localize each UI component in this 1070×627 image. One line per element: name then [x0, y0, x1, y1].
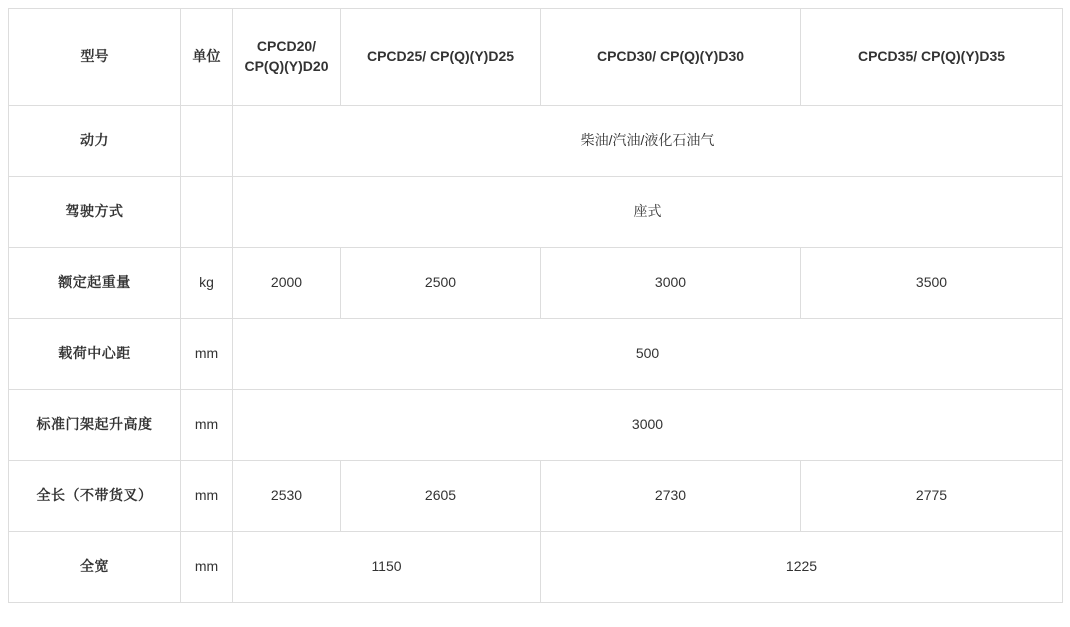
row-merged-value: 500	[233, 319, 1063, 390]
row-value-cpcd25: 2500	[341, 248, 541, 319]
table-header-row	[9, 9, 1063, 106]
table-row	[9, 390, 1063, 461]
table-row	[9, 461, 1063, 532]
row-value-cpcd20: 2000	[233, 248, 341, 319]
row-label: 驾驶方式	[9, 177, 181, 248]
table-row	[9, 248, 1063, 319]
table-row	[9, 106, 1063, 177]
header-cell-unit: 单位	[181, 9, 233, 106]
table-row	[9, 532, 1063, 603]
row-merged-value-left: 1150	[233, 532, 541, 603]
row-value-cpcd30: 3000	[541, 248, 801, 319]
row-merged-value: 座式	[233, 177, 1063, 248]
header-cell-cpcd30: CPCD30/ CP(Q)(Y)D30	[541, 9, 801, 106]
header-cell-cpcd25: CPCD25/ CP(Q)(Y)D25	[341, 9, 541, 106]
row-value-cpcd25: 2605	[341, 461, 541, 532]
row-unit: mm	[181, 319, 233, 390]
row-label: 载荷中心距	[9, 319, 181, 390]
row-label: 额定起重量	[9, 248, 181, 319]
header-cell-model: 型号	[9, 9, 181, 106]
row-value-cpcd35: 2775	[801, 461, 1063, 532]
row-label: 全宽	[9, 532, 181, 603]
row-merged-value: 3000	[233, 390, 1063, 461]
row-unit: mm	[181, 532, 233, 603]
row-unit	[181, 106, 233, 177]
row-value-cpcd20: 2530	[233, 461, 341, 532]
header-cell-cpcd35: CPCD35/ CP(Q)(Y)D35	[801, 9, 1063, 106]
row-unit: kg	[181, 248, 233, 319]
table-row	[9, 319, 1063, 390]
row-label: 标准门架起升高度	[9, 390, 181, 461]
row-merged-value: 柴油/汽油/液化石油气	[233, 106, 1063, 177]
row-unit: mm	[181, 390, 233, 461]
row-merged-value-right: 1225	[541, 532, 1063, 603]
table-row	[9, 177, 1063, 248]
row-value-cpcd30: 2730	[541, 461, 801, 532]
row-unit: mm	[181, 461, 233, 532]
row-unit	[181, 177, 233, 248]
row-value-cpcd35: 3500	[801, 248, 1063, 319]
row-label: 全长（不带货叉）	[9, 461, 181, 532]
row-label: 动力	[9, 106, 181, 177]
specification-table	[8, 8, 1063, 603]
header-cell-cpcd20: CPCD20/ CP(Q)(Y)D20	[233, 9, 341, 106]
